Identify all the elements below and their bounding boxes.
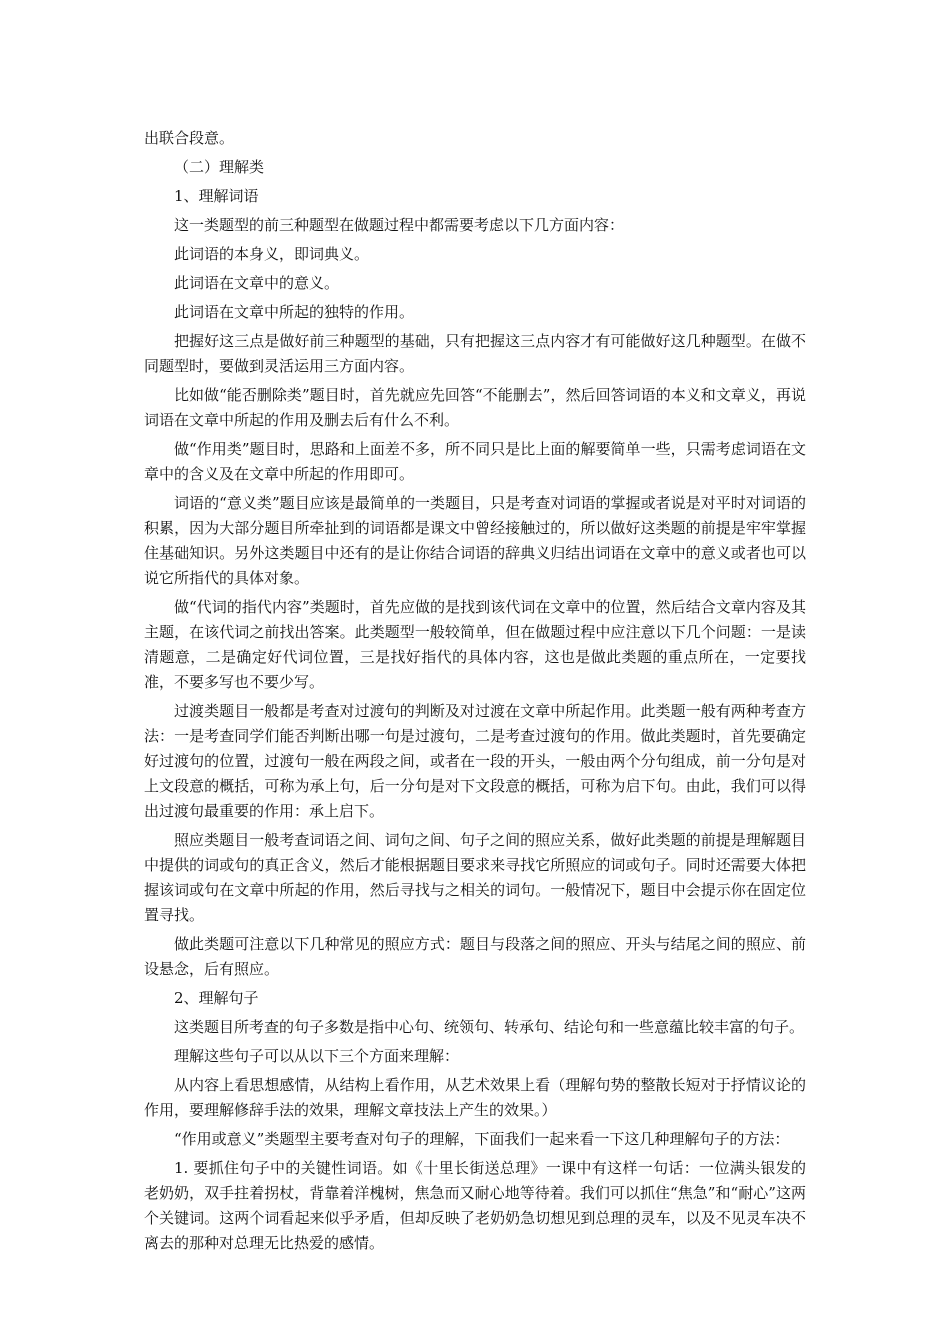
paragraph: 理解这些句子可以从以下三个方面来理解： — [174, 1047, 460, 1065]
paragraph: 这一类题型的前三种题型在做题过程中都需要考虑以下几方面内容： — [174, 216, 625, 234]
paragraph: 此词语在文章中的意义。 — [174, 274, 340, 292]
paragraph: 这类题目所考查的句子多数是指中心句、统领句、转承句、结论句和一些意蕴比较丰富的句子。 — [174, 1018, 805, 1036]
paragraph: 1. 要抓住句子中的关键性词语。如《十里长街送总理》一课中有这样一句话：一位满头银发的老奶奶，双手拄着拐杖，背靠着洋槐树，焦急而又耐心地等待着。我们可以抓住“焦急”和“耐心”这两个关键词。这两个词看起来似乎矛盾，但却反映了老奶奶急切想见到总理的灵车，以及不见灵车决不离去的那种对总理无比热爱的感情。 — [144, 1159, 806, 1252]
paragraph: 做“代词的指代内容”类题时，首先应做的是找到该代词在文章中的位置，然后结合文章内容及其主题，在该代词之前找出答案。此类题型一般较简单，但在做题过程中应注意以下几个问题：一是读清题意，二是确定好代词位置，三是找好指代的具体内容，这也是做此类题的重点所在，一定要找准，不要多写也不要少写。 — [144, 598, 806, 691]
paragraph: 过渡类题目一般都是考查对过渡句的判断及对过渡在文章中所起作用。此类题一般有两种考查方法：一是考查同学们能否判断出哪一句是过渡句，二是考查过渡句的作用。做此类题时，首先要确定好过渡句的位置，过渡句一般在两段之间，或者在一段的开头，一般由两个分句组成，前一分句是对上文段意的概括，可称为承上句，后一分句是对下文段意的概括，可称为启下句。由此，我们可以得出过渡句最重要的作用：承上启下。 — [144, 702, 806, 820]
paragraph: 出联合段意。 — [144, 129, 235, 147]
paragraph: 词语的“意义类”题目应该是最简单的一类题目，只是考查对词语的掌握或者说是对平时对词语的积累，因为大部分题目所牵扯到的词语都是课文中曾经接触过的，所以做好这类题的前提是牢牢掌握住基础知识。另外这类题目中还有的是让你结合词语的辞典义归结出词语在文章中的意义或者也可以说它所指代的具体对象。 — [144, 494, 806, 587]
paragraph: 比如做“能否删除类”题目时，首先就应先回答“不能删去”，然后回答词语的本义和文章义，再说词语在文章中所起的作用及删去后有什么不利。 — [144, 386, 806, 429]
document-page — [144, 126, 806, 1260]
paragraph: “作用或意义”类题型主要考查对句子的理解，下面我们一起来看一下这几种理解句子的方法： — [174, 1130, 790, 1148]
subsection-heading: 2、理解句子 — [174, 989, 259, 1007]
subsection-heading: 1、理解词语 — [174, 187, 259, 205]
paragraph: 此词语的本身义，即词典义。 — [174, 245, 370, 263]
paragraph: 把握好这三点是做好前三种题型的基础，只有把握这三点内容才有可能做好这几种题型。在做不同题型时，要做到灵活运用三方面内容。 — [144, 332, 806, 375]
section-heading: （二）理解类 — [174, 158, 265, 176]
paragraph: 照应类题目一般考查词语之间、词句之间、句子之间的照应关系，做好此类题的前提是理解题目中提供的词或句的真正含义，然后才能根据题目要求来寻找它所照应的词或句子。同时还需要大体把握该词或句在文章中所起的作用，然后寻找与之相关的词句。一般情况下，题目中会提示你在固定位置寻找。 — [144, 831, 806, 924]
paragraph: 从内容上看思想感情，从结构上看作用，从艺术效果上看（理解句势的整散长短对于抒情议论的作用，要理解修辞手法的效果，理解文章技法上产生的效果。） — [144, 1076, 806, 1119]
paragraph: 此词语在文章中所起的独特的作用。 — [174, 303, 415, 321]
paragraph: 做“作用类”题目时，思路和上面差不多，所不同只是比上面的解要简单一些，只需考虑词语在文章中的含义及在文章中所起的作用即可。 — [144, 440, 806, 483]
paragraph: 做此类题可注意以下几种常见的照应方式：题目与段落之间的照应、开头与结尾之间的照应、前设悬念，后有照应。 — [144, 935, 806, 978]
